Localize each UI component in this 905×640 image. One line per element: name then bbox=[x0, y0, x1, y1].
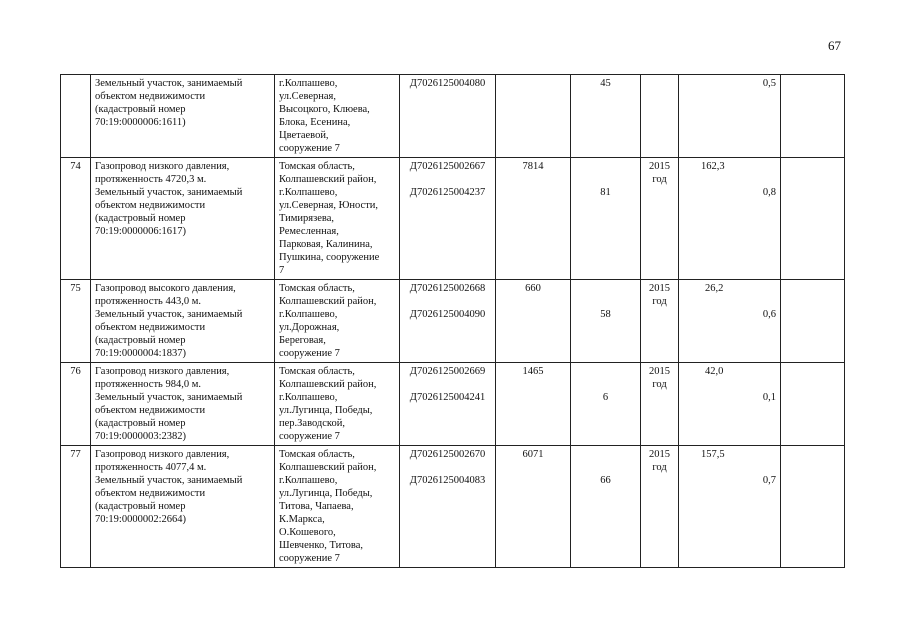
description-line: Земельный участок, занимаемый bbox=[95, 392, 243, 403]
address-line: Томская область, bbox=[279, 366, 355, 377]
address-line: сооружение 7 bbox=[279, 431, 340, 442]
description-line: Газопровод низкого давления, bbox=[95, 366, 230, 377]
description-line: 70:19:0000002:2664) bbox=[95, 514, 186, 525]
row-number: 77 bbox=[61, 446, 91, 568]
description-line: Земельный участок, занимаемый bbox=[95, 187, 243, 198]
length-cell: 7814 bbox=[496, 158, 571, 280]
registry-code: Д7026125002668 bbox=[409, 283, 486, 294]
year-label: год bbox=[652, 174, 667, 185]
cost-value: 26,2 bbox=[705, 283, 724, 294]
length-cell: 6071 bbox=[496, 446, 571, 568]
year-value: 2015 bbox=[649, 449, 670, 460]
registry-code: Д7026125004090 bbox=[409, 309, 486, 320]
address-line: Томская область, bbox=[279, 161, 355, 172]
table-row bbox=[61, 280, 845, 363]
address-line: Цветаевой, bbox=[279, 130, 329, 141]
object-address bbox=[275, 280, 400, 363]
table-row bbox=[61, 75, 845, 158]
year-cell bbox=[641, 158, 679, 280]
address-line: Шевченко, Титова, bbox=[279, 540, 364, 551]
description-line: протяженность 4077,4 м. bbox=[95, 462, 207, 473]
cost-value: 0,7 bbox=[762, 475, 776, 486]
address-line: К.Маркса, bbox=[279, 514, 325, 525]
length-cell: 660 bbox=[496, 280, 571, 363]
registry-codes bbox=[400, 363, 496, 446]
address-line: Титова, Чапаева, bbox=[279, 501, 354, 512]
address-line: Пушкина, сооружение bbox=[279, 252, 380, 263]
address-line: сооружение 7 bbox=[279, 143, 340, 154]
description-line: протяженность 4720,3 м. bbox=[95, 174, 207, 185]
description-line: (кадастровый номер bbox=[95, 104, 186, 115]
area-value: 6 bbox=[602, 392, 609, 403]
address-line: сооружение 7 bbox=[279, 348, 340, 359]
year-label: год bbox=[652, 379, 667, 390]
table-row bbox=[61, 446, 845, 568]
row-number bbox=[61, 75, 91, 158]
description-line: (кадастровый номер bbox=[95, 335, 186, 346]
address-line: 7 bbox=[279, 265, 285, 276]
area-value: 66 bbox=[600, 475, 611, 486]
description-line: Газопровод низкого давления, bbox=[95, 449, 230, 460]
property-register-table bbox=[60, 74, 845, 568]
area-value: 81 bbox=[600, 187, 611, 198]
address-line: г.Колпашево, bbox=[279, 475, 338, 486]
address-line: ул.Лугинца, Победы, bbox=[279, 405, 373, 416]
empty-cell bbox=[781, 280, 845, 363]
year-value: 2015 bbox=[649, 366, 670, 377]
description-line: объектом недвижимости bbox=[95, 488, 206, 499]
description-line: объектом недвижимости bbox=[95, 405, 206, 416]
address-line: Тимирязева, bbox=[279, 213, 335, 224]
length-cell: 1465 bbox=[496, 363, 571, 446]
area-cell: 45 bbox=[571, 75, 641, 158]
area-cell bbox=[571, 363, 641, 446]
cost-value: 0,1 bbox=[762, 392, 776, 403]
address-line: О.Кошевого, bbox=[279, 527, 336, 538]
description-line: Земельный участок, занимаемый bbox=[95, 78, 243, 89]
registry-code: Д7026125004237 bbox=[409, 187, 486, 198]
address-line: ул.Северная, bbox=[279, 91, 336, 102]
empty-cell bbox=[781, 75, 845, 158]
object-address bbox=[275, 446, 400, 568]
address-line: ул.Северная, Юности, bbox=[279, 200, 379, 211]
description-line: (кадастровый номер bbox=[95, 418, 186, 429]
address-line: Томская область, bbox=[279, 283, 355, 294]
description-line: 70:19:0000006:1617) bbox=[95, 226, 186, 237]
year-cell bbox=[641, 75, 679, 158]
description-line: (кадастровый номер bbox=[95, 213, 186, 224]
empty-cell bbox=[781, 158, 845, 280]
description-line: 70:19:0000004:1837) bbox=[95, 348, 186, 359]
cost-value: 162,3 bbox=[701, 161, 725, 172]
registry-code: Д7026125002667 bbox=[409, 161, 486, 172]
object-description bbox=[91, 75, 275, 158]
description-line: объектом недвижимости bbox=[95, 200, 206, 211]
registry-code: Д7026125002670 bbox=[409, 449, 486, 460]
description-line: объектом недвижимости bbox=[95, 322, 206, 333]
registry-code: Д7026125002669 bbox=[409, 366, 486, 377]
cost-value: 0,6 bbox=[762, 309, 776, 320]
description-line: протяженность 443,0 м. bbox=[95, 296, 201, 307]
empty-cell bbox=[781, 446, 845, 568]
description-line: 70:19:0000006:1611) bbox=[95, 117, 186, 128]
row-number: 76 bbox=[61, 363, 91, 446]
object-description bbox=[91, 280, 275, 363]
address-line: Высоцкого, Клюева, bbox=[279, 104, 370, 115]
address-line: ул.Лугинца, Победы, bbox=[279, 488, 373, 499]
length-cell bbox=[496, 75, 571, 158]
cost-value: 157,5 bbox=[701, 449, 725, 460]
year-value: 2015 bbox=[649, 283, 670, 294]
description-line: (кадастровый номер bbox=[95, 501, 186, 512]
page-number: 67 bbox=[828, 38, 841, 53]
year-label: год bbox=[652, 296, 667, 307]
description-line: Газопровод высокого давления, bbox=[95, 283, 236, 294]
object-description bbox=[91, 363, 275, 446]
object-address bbox=[275, 158, 400, 280]
object-description bbox=[91, 158, 275, 280]
address-line: пер.Заводской, bbox=[279, 418, 345, 429]
year-value: 2015 bbox=[649, 161, 670, 172]
registry-codes bbox=[400, 158, 496, 280]
area-cell bbox=[571, 446, 641, 568]
address-line: Парковая, Калинина, bbox=[279, 239, 373, 250]
address-line: Колпашевский район, bbox=[279, 174, 377, 185]
description-line: 70:19:0000003:2382) bbox=[95, 431, 186, 442]
address-line: Томская область, bbox=[279, 449, 355, 460]
address-line: сооружение 7 bbox=[279, 553, 340, 564]
cost-value: 0,8 bbox=[762, 187, 776, 198]
address-line: г.Колпашево, bbox=[279, 309, 338, 320]
row-number: 75 bbox=[61, 280, 91, 363]
address-line: Блока, Есенина, bbox=[279, 117, 351, 128]
address-line: Колпашевский район, bbox=[279, 462, 377, 473]
cost-cell bbox=[679, 363, 781, 446]
address-line: Колпашевский район, bbox=[279, 296, 377, 307]
year-cell bbox=[641, 280, 679, 363]
area-cell bbox=[571, 158, 641, 280]
cost-cell bbox=[679, 280, 781, 363]
object-address bbox=[275, 75, 400, 158]
area-cell bbox=[571, 280, 641, 363]
registry-codes bbox=[400, 446, 496, 568]
description-line: протяженность 984,0 м. bbox=[95, 379, 201, 390]
description-line: Газопровод низкого давления, bbox=[95, 161, 230, 172]
address-line: г.Колпашево, bbox=[279, 392, 338, 403]
address-line: Колпашевский район, bbox=[279, 379, 377, 390]
address-line: Береговая, bbox=[279, 335, 326, 346]
year-cell bbox=[641, 446, 679, 568]
registry-codes bbox=[400, 280, 496, 363]
year-label: год bbox=[652, 462, 667, 473]
registry-code: Д7026125004241 bbox=[409, 392, 486, 403]
cost-value: 42,0 bbox=[705, 366, 724, 377]
area-value: 58 bbox=[600, 309, 611, 320]
address-line: г.Колпашево, bbox=[279, 78, 338, 89]
cost-cell bbox=[679, 446, 781, 568]
registry-code: Д7026125004080 bbox=[400, 75, 496, 158]
description-line: Земельный участок, занимаемый bbox=[95, 475, 243, 486]
address-line: г.Колпашево, bbox=[279, 187, 338, 198]
cost-cell bbox=[679, 158, 781, 280]
table-row bbox=[61, 363, 845, 446]
description-line: объектом недвижимости bbox=[95, 91, 206, 102]
description-line: Земельный участок, занимаемый bbox=[95, 309, 243, 320]
empty-cell bbox=[781, 363, 845, 446]
address-line: Ремесленная, bbox=[279, 226, 339, 237]
object-address bbox=[275, 363, 400, 446]
year-cell bbox=[641, 363, 679, 446]
cost-cell: 0,5 bbox=[679, 75, 781, 158]
row-number: 74 bbox=[61, 158, 91, 280]
address-line: ул.Дорожная, bbox=[279, 322, 340, 333]
object-description bbox=[91, 446, 275, 568]
registry-code: Д7026125004083 bbox=[409, 475, 486, 486]
table-row bbox=[61, 158, 845, 280]
